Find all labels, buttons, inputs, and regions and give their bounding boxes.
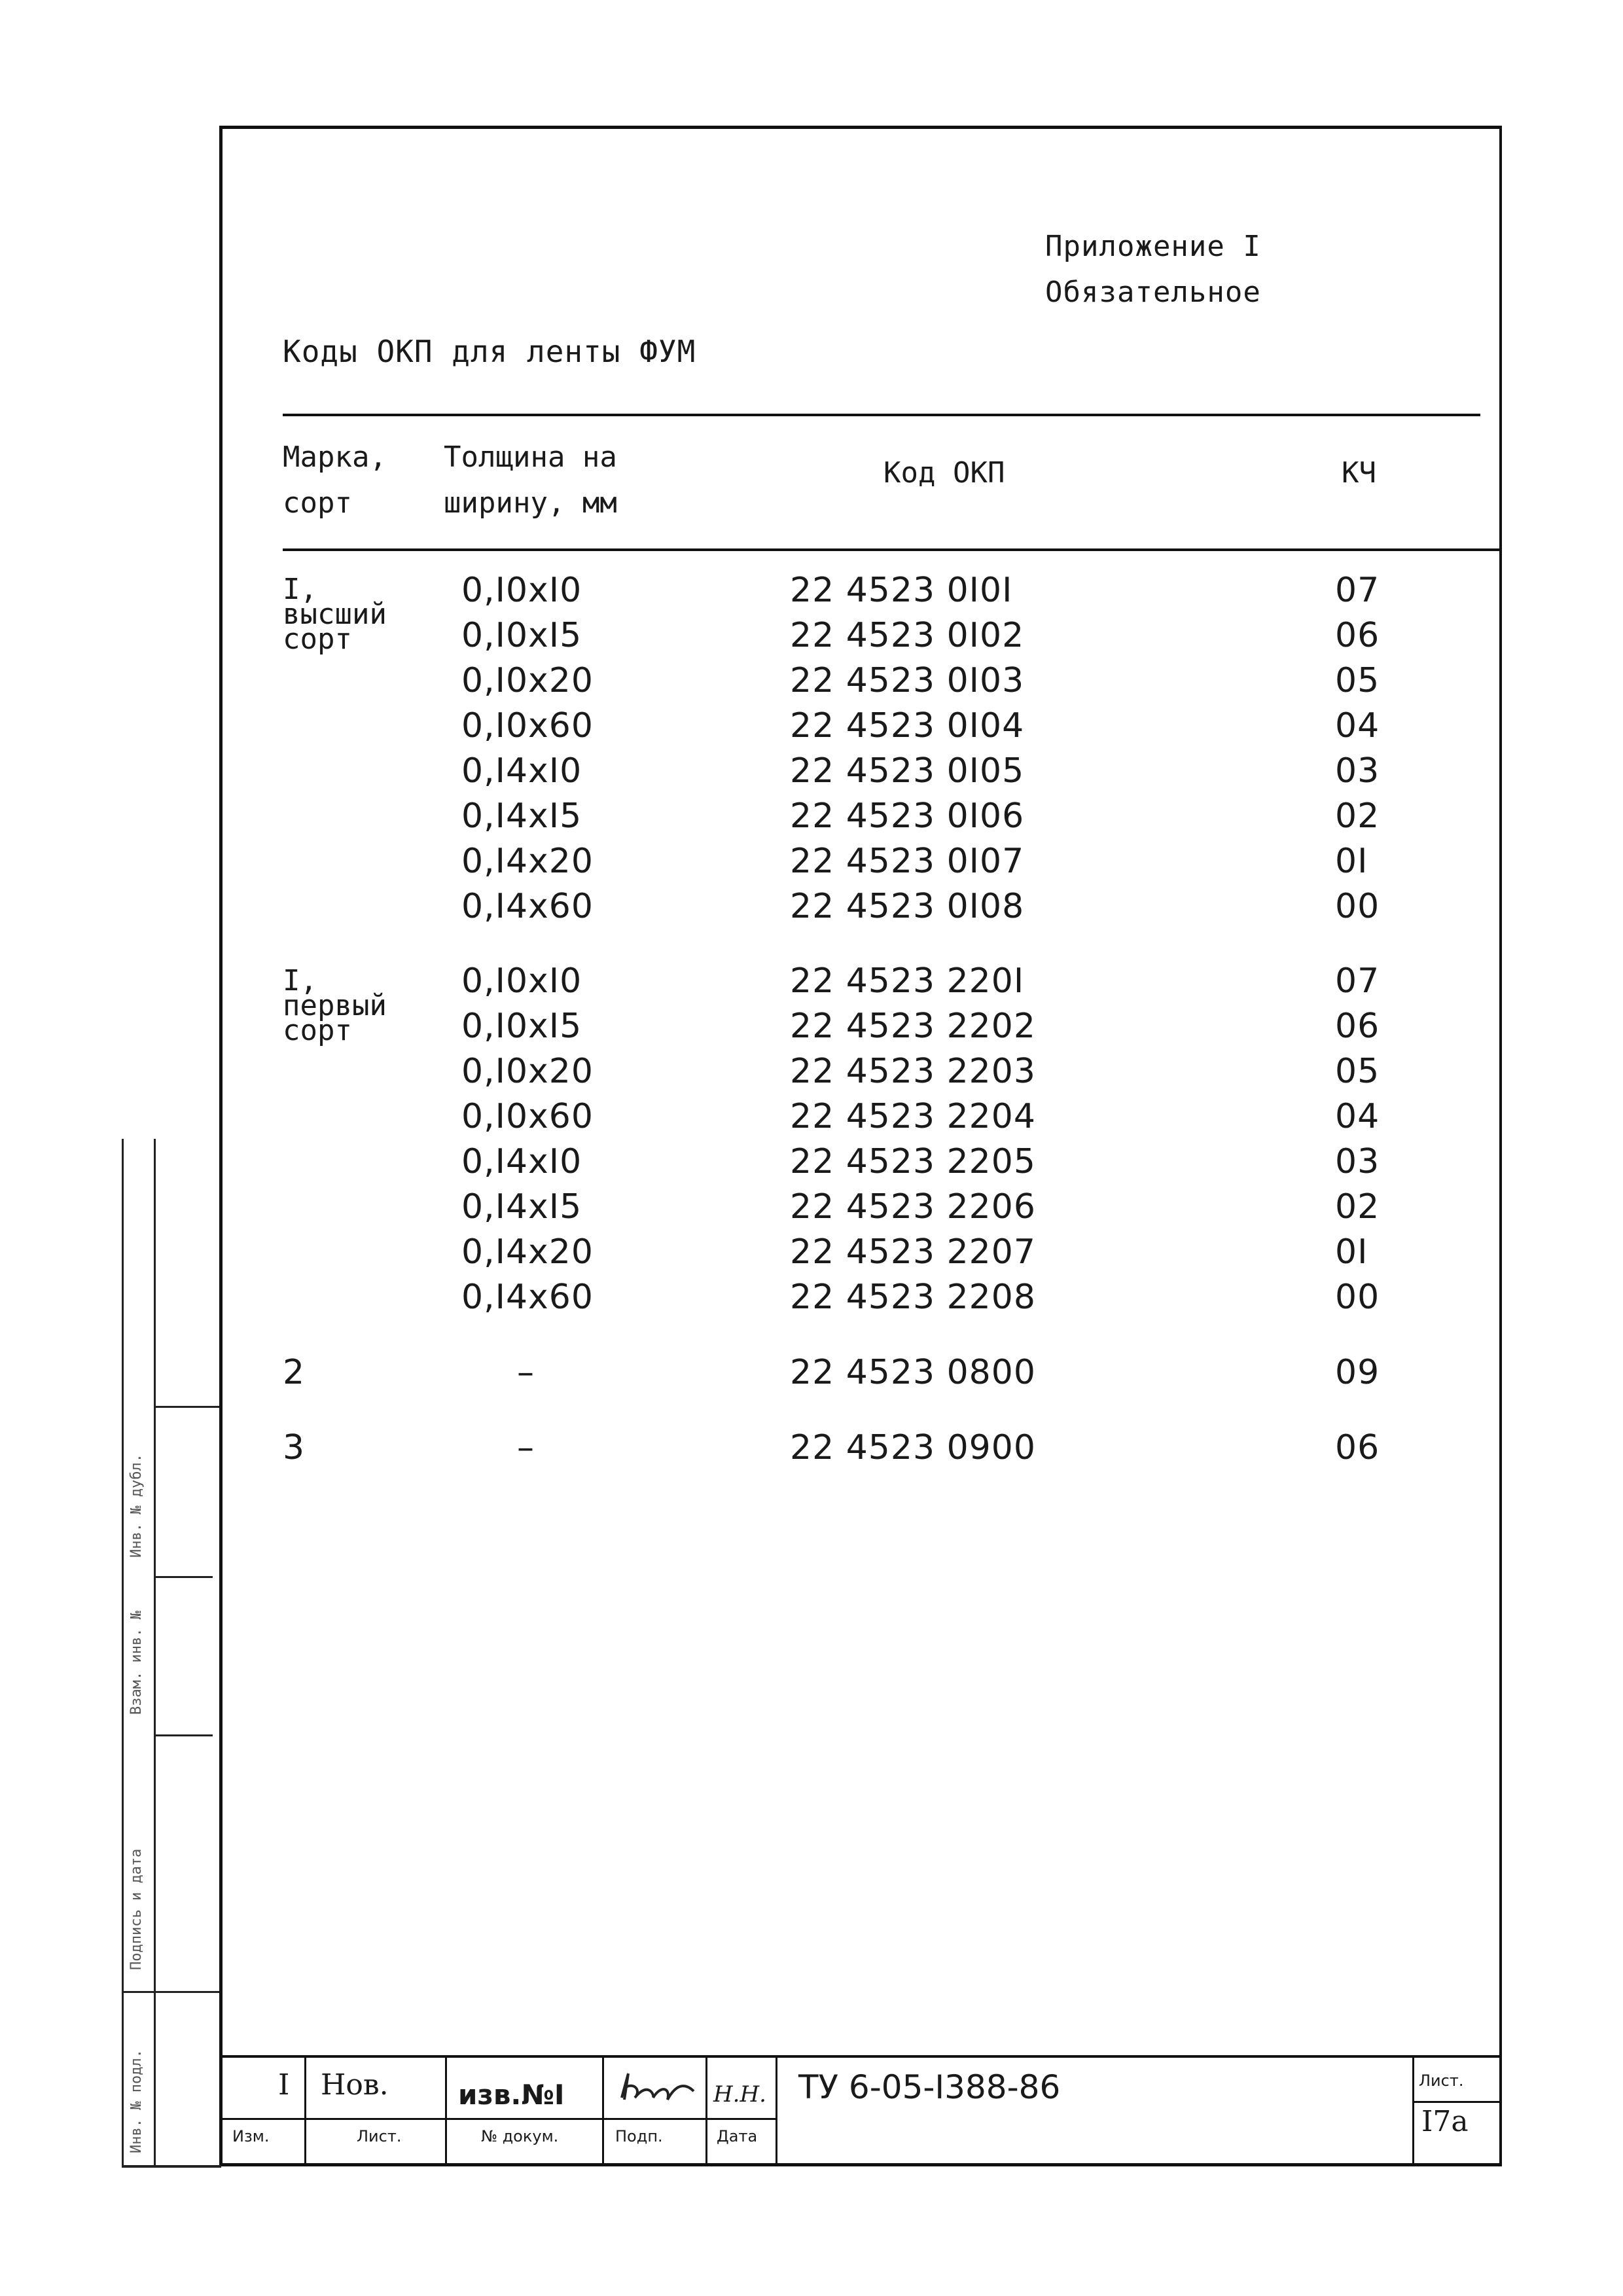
table-cell-code: 22 4523 0I0I — [790, 571, 1013, 610]
table-cell-size: 0,I4x60 — [461, 887, 594, 926]
margin-divider — [154, 1734, 213, 1736]
label-sign: Подп. — [615, 2127, 663, 2145]
table-cell-size: 0,I0x20 — [461, 661, 594, 700]
table-cell-kch: 07 — [1335, 571, 1380, 610]
table-cell-size: 0,I4xI5 — [461, 797, 582, 836]
table-cell-size: 0,I0x60 — [461, 1097, 594, 1136]
group-mark: I, первый сорт — [283, 964, 387, 1047]
margin-divider — [154, 1406, 219, 1408]
table-cell-size: 0,I0xI0 — [461, 571, 582, 610]
table-cell-size: – — [517, 1353, 535, 1392]
table-cell-code: 22 4523 0I02 — [790, 616, 1025, 655]
title-block-col — [602, 2058, 604, 2166]
table-cell-kch: 03 — [1335, 751, 1380, 791]
table-cell-code: 22 4523 0I05 — [790, 751, 1025, 791]
signature-initials: Н.Н. — [713, 2081, 766, 2108]
label-izm: Изм. — [232, 2127, 270, 2145]
rev-doc-number: изв.№I — [458, 2079, 565, 2111]
group-mark: 2 — [283, 1353, 306, 1392]
table-cell-code: 22 4523 2206 — [790, 1187, 1036, 1227]
title-block-mid-line — [219, 2118, 776, 2120]
table-cell-kch: 04 — [1335, 706, 1380, 745]
title-block-top-line — [219, 2055, 1502, 2058]
header-okp-code: Код ОКП — [883, 456, 1005, 490]
table-cell-kch: 06 — [1335, 616, 1380, 655]
table-cell-code: 22 4523 2207 — [790, 1232, 1036, 1272]
margin-label-vzam-inv: Взам. инв. № — [128, 1611, 145, 1715]
appendix-heading — [1045, 224, 1261, 315]
title-block-col — [776, 2058, 777, 2166]
appendix-status: Обязательное — [1045, 276, 1261, 309]
title-block-col — [445, 2058, 447, 2166]
table-cell-code: 22 4523 0I06 — [790, 797, 1025, 836]
margin-outer-line — [122, 1139, 124, 2166]
table-cell-kch: 06 — [1335, 1007, 1380, 1046]
table-cell-code: 22 4523 2203 — [790, 1052, 1036, 1091]
table-cell-code: 22 4523 220I — [790, 961, 1025, 1001]
signature — [615, 2062, 704, 2114]
table-cell-code: 22 4523 2202 — [790, 1007, 1036, 1046]
table-cell-size: 0,I4xI0 — [461, 1142, 582, 1181]
title-block-col — [1412, 2058, 1414, 2166]
table-cell-size: 0,I0x60 — [461, 706, 594, 745]
table-cell-kch: 00 — [1335, 1278, 1380, 1317]
table-cell-size: – — [517, 1428, 535, 1467]
table-cell-kch: 03 — [1335, 1142, 1380, 1181]
margin-label-inv-podl: Инв. № подл. — [128, 2049, 145, 2153]
table-cell-kch: 07 — [1335, 961, 1380, 1001]
table-cell-code: 22 4523 2204 — [790, 1097, 1036, 1136]
table-cell-kch: 05 — [1335, 661, 1380, 700]
appendix-number: Приложение I — [1045, 230, 1261, 263]
rev-sheet: Нов. — [321, 2068, 389, 2102]
rev-number: I — [278, 2068, 290, 2102]
table-cell-size: 0,I4xI5 — [461, 1187, 582, 1227]
table-cell-kch: 0I — [1335, 842, 1368, 881]
table-cell-code: 22 4523 0I04 — [790, 706, 1025, 745]
title-block-sheet-line — [1412, 2101, 1502, 2103]
title-block-col — [304, 2058, 306, 2166]
group-mark: I, высший сорт — [283, 573, 387, 656]
label-doc: № докум. — [481, 2127, 559, 2145]
table-cell-kch: 09 — [1335, 1353, 1380, 1392]
table-cell-size: 0,I0xI5 — [461, 616, 582, 655]
label-list: Лист. — [357, 2127, 402, 2145]
table-cell-kch: 04 — [1335, 1097, 1380, 1136]
table-cell-code: 22 4523 0900 — [790, 1428, 1036, 1467]
header-mark: Марка, сорт — [283, 440, 387, 520]
table-cell-kch: 05 — [1335, 1052, 1380, 1091]
table-cell-code: 22 4523 2208 — [790, 1278, 1036, 1317]
table-cell-size: 0,I0xI5 — [461, 1007, 582, 1046]
label-sheet: Лист. — [1419, 2072, 1464, 2090]
title-block-col — [705, 2058, 707, 2166]
document-title: Коды ОКП для ленты ФУМ — [283, 334, 696, 369]
table-cell-code: 22 4523 0I08 — [790, 887, 1025, 926]
label-date: Дата — [717, 2127, 758, 2145]
table-cell-kch: 0I — [1335, 1232, 1368, 1272]
margin-divider — [122, 1991, 219, 1993]
table-top-rule — [283, 414, 1480, 416]
table-cell-size: 0,I4xI0 — [461, 751, 582, 791]
margin-divider — [154, 1576, 213, 1578]
table-cell-size: 0,I4x20 — [461, 842, 594, 881]
table-cell-size: 0,I4x20 — [461, 1232, 594, 1272]
document-code: ТУ 6-05-I388-86 — [798, 2068, 1061, 2106]
table-cell-code: 22 4523 0I07 — [790, 842, 1025, 881]
sheet-number: I7а — [1421, 2105, 1469, 2138]
table-cell-code: 22 4523 2205 — [790, 1142, 1036, 1181]
table-cell-size: 0,I0xI0 — [461, 961, 582, 1001]
table-cell-kch: 00 — [1335, 887, 1380, 926]
table-header-rule — [283, 548, 1502, 551]
margin-bottom-line — [122, 2165, 221, 2168]
margin-label-inv-dubl: Инв. № дубл. — [128, 1454, 145, 1558]
header-thickness: Толщина на ширину, мм — [444, 440, 617, 520]
table-cell-kch: 02 — [1335, 797, 1380, 836]
margin-inner-line — [154, 1139, 156, 2166]
group-mark: 3 — [283, 1428, 306, 1467]
table-cell-kch: 02 — [1335, 1187, 1380, 1227]
table-cell-code: 22 4523 0800 — [790, 1353, 1036, 1392]
table-cell-kch: 06 — [1335, 1428, 1380, 1467]
table-cell-code: 22 4523 0I03 — [790, 661, 1025, 700]
header-kch: КЧ — [1342, 456, 1376, 490]
table-cell-size: 0,I4x60 — [461, 1278, 594, 1317]
table-cell-size: 0,I0x20 — [461, 1052, 594, 1091]
margin-label-podp-data: Подпись и дата — [128, 1848, 145, 1970]
